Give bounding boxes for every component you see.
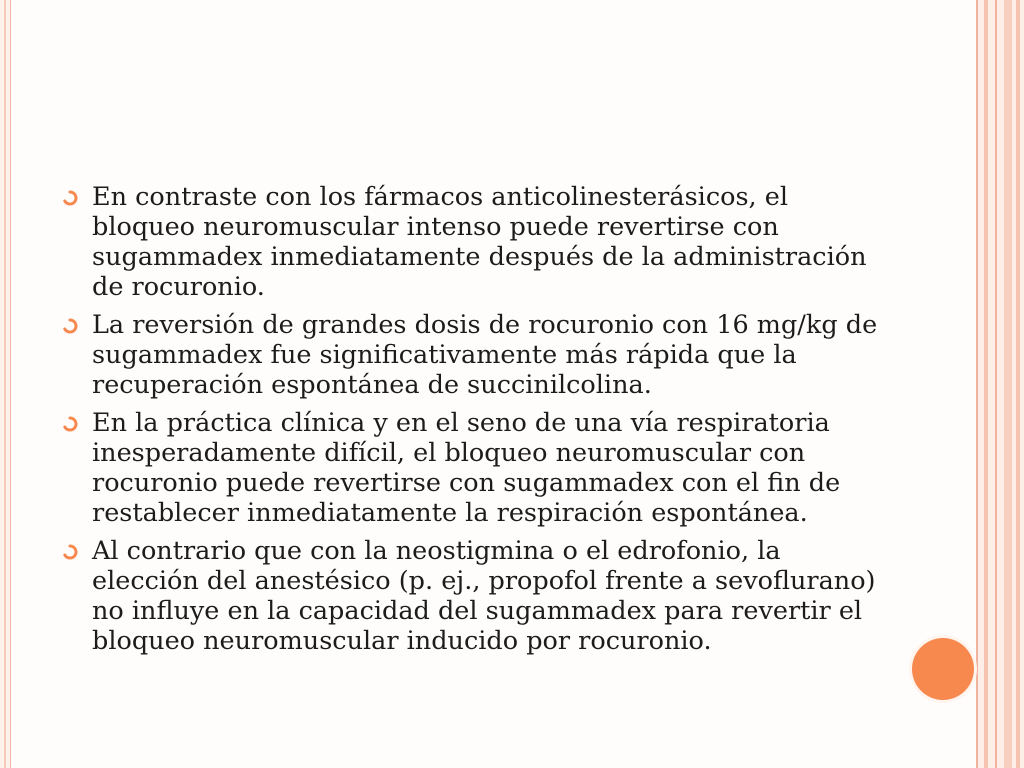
bullet-text: En la práctica clínica y en el seno de una vía respiratoria inesperadamente difícil, el bloqueo neuromuscular con rocuronio puede revertirse con sugammadex con el fin de restablecer inmediatamente la respiración espontánea. — [92, 408, 841, 528]
bullet-text: Al contrario que con la neostigmina o el edrofonio, la elección del anestésico (p. ej., propofol frente a sevoflurano) no influye en la capacidad del sugammadex para revertir el bloqueo neuromuscular inducido por rocuronio. — [92, 536, 876, 656]
bullet-text: En contraste con los fármacos anticolinesterásicos, el bloqueo neuromuscular intenso puede revertirse con sugammadex inmediatamente después de la administración de rocuronio. — [92, 182, 867, 302]
frame-stripe — [976, 0, 978, 768]
frame-stripe — [984, 0, 988, 768]
bullet-list — [62, 182, 882, 656]
bullet-item — [62, 182, 882, 302]
right-frame-decoration — [976, 0, 1024, 768]
ring-bullet-icon — [62, 416, 78, 432]
ring-bullet-icon — [62, 190, 78, 206]
bullet-item — [62, 408, 882, 528]
frame-stripe — [995, 0, 997, 768]
left-frame-decoration — [0, 0, 11, 768]
ring-bullet-icon — [62, 544, 78, 560]
frame-stripe — [1004, 0, 1012, 768]
frame-stripe — [1016, 0, 1020, 768]
ring-bullet-icon — [62, 318, 78, 334]
bullet-item — [62, 536, 882, 656]
slide-body — [62, 182, 882, 664]
bullet-item — [62, 310, 882, 400]
decorative-circle — [912, 638, 974, 700]
bullet-text: La reversión de grandes dosis de rocuronio con 16 mg/kg de sugammadex fue significativamente más rápida que la recuperación espontánea de succinilcolina. — [92, 310, 878, 400]
